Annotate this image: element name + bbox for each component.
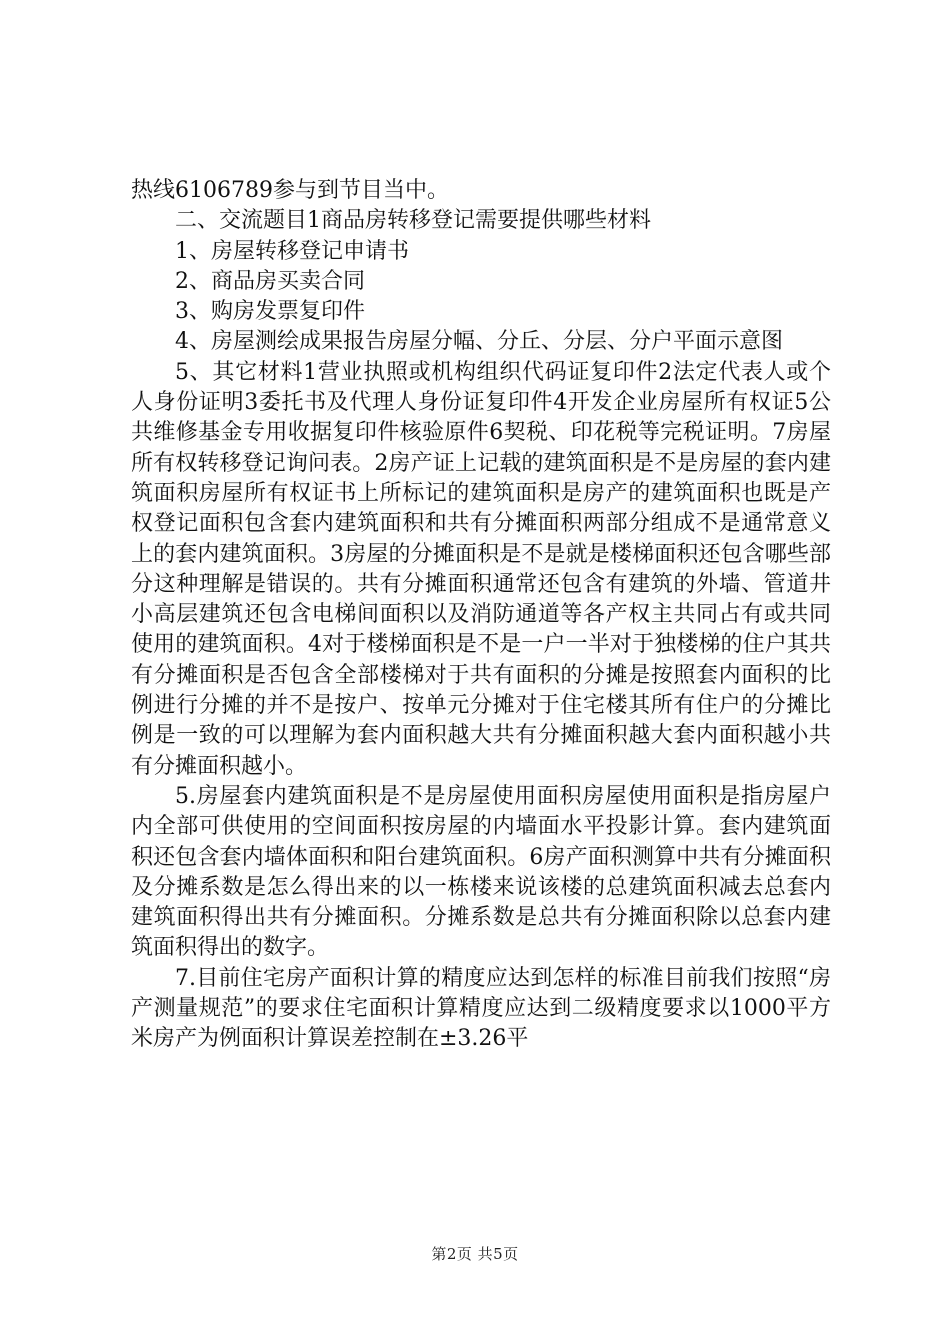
paragraph: 5.房屋套内建筑面积是不是房屋使用面积房屋使用面积是指房屋户内全部可供使用的空间面积按房屋的内墙面水平投影计算。套内建筑面积还包含套内墙体面积和阳台建筑面积。6房产面积测算中共有分摊面积及分摊系数是怎么得出来的以一栋楼来说该楼的总建筑面积减去总套内建筑面积得出共有分摊面积。分摊系数是总共有分摊面积除以总套内建筑面积得出的数字。	[131, 783, 831, 961]
page-number-footer: 第2页 共5页	[431, 1245, 519, 1263]
paragraph: 4、房屋测绘成果报告房屋分幅、分丘、分层、分户平面示意图	[175, 329, 783, 355]
paragraph: 热线6106789参与到节目当中。	[131, 178, 449, 203]
paragraph: 二、交流题目1商品房转移登记需要提供哪些材料	[175, 208, 651, 234]
paragraph: 1、房屋转移登记申请书	[175, 238, 409, 264]
paragraph: 2、商品房买卖合同	[175, 268, 365, 294]
paragraph: 7.目前住宅房产面积计算的精度应达到怎样的标准目前我们按照“房产测量规范”的要求住宅面积计算精度应达到二级精度要求以1000平方米房产为例面积计算误差控制在±3.26平	[131, 965, 831, 1052]
paragraph: 5、其它材料1营业执照或机构组织代码证复印件2法定代表人或个人身份证明3委托书及代理人身份证复印件4开发企业房屋所有权证5公共维修基金专用收据复印件核验原件6契税、印花税等完税证明。7房屋所有权转移登记询问表。2房产证上记载的建筑面积是不是房屋的套内建筑面积房屋所有权证书上所标记的建筑面积是房产的建筑面积也既是产权登记面积包含套内建筑面积和共有分摊面积两部分组成不是通常意义上的套内建筑面积。3房屋的分摊面积是不是就是楼梯面积还包含哪些部分这种理解是错误的。共有分摊面积通常还包含有建筑的外墙、管道井小高层建筑还包含电梯间面积以及消防通道等各产权主共同占有或共同使用的建筑面积。4对于楼梯面积是不是一户一半对于独楼梯的住户其共有分摊面积是否包含全部楼梯对于共有面积的分摊是按照套内面积的比例进行分摊的并不是按户、按单元分摊对于住宅楼其所有住户的分摊比例是一致的可以理解为套内面积越大共有分摊面积越大套内面积越小共有分摊面积越小。	[131, 359, 831, 779]
document-body	[131, 176, 831, 1055]
paragraph: 3、购房发票复印件	[175, 299, 365, 325]
